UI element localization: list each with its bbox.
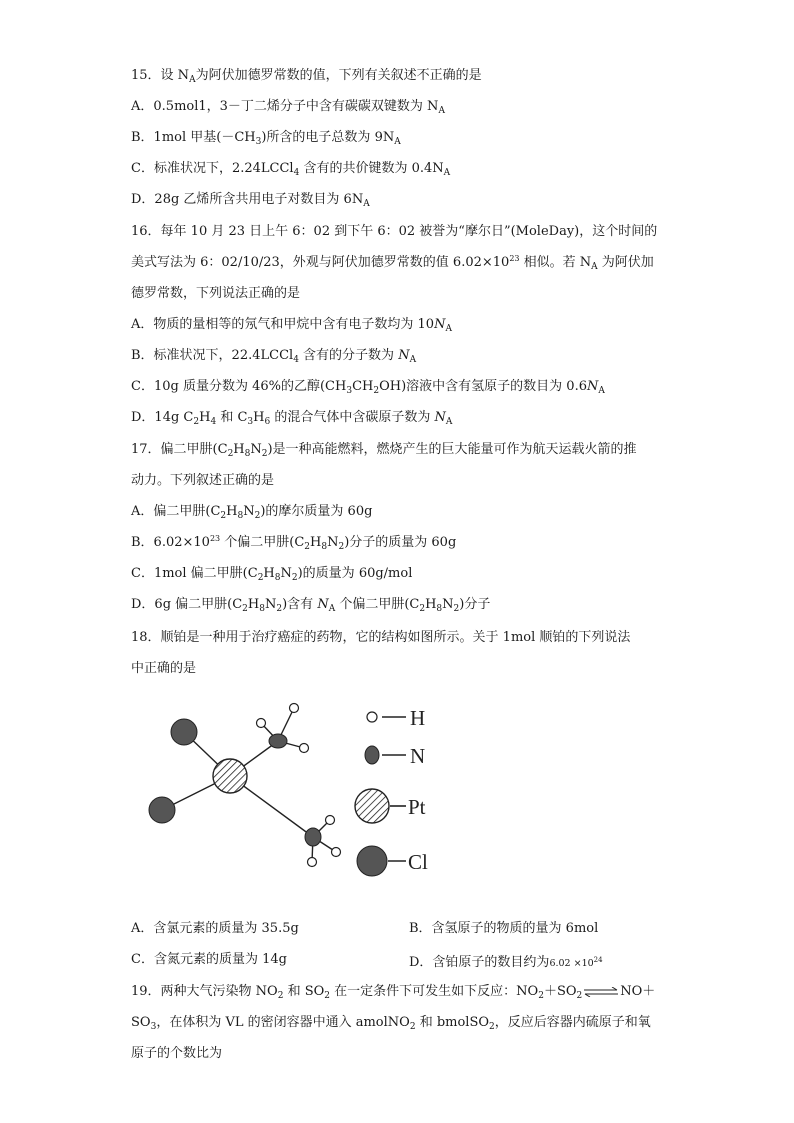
legend-hydrogen-symbol	[367, 712, 377, 722]
q15-option-a: A．0.5mol1，3－丁二烯分子中含有碳碳双键数为 $N_A$	[131, 99, 445, 116]
q19-stem-line3: 原子的个数比为	[131, 1046, 223, 1061]
hydrogen-atom	[257, 719, 266, 728]
legend	[355, 706, 428, 876]
q17-option-b: B．$6.02\times 10^{23}$ 个偏二甲肼$(C_2H_8N_2)$分子的质量为 60g	[131, 534, 457, 552]
q17-option-a: A．偏二甲肼$(C_2H_8N_2)$的摩尔质量为 60g	[131, 504, 373, 521]
legend-chlorine-label: Cl	[408, 850, 428, 874]
hydrogen-atom	[300, 744, 309, 753]
q17-option-c: C．1mol 偏二甲肼$(C_2H_8N_2)$的质量为 60g/mol	[131, 566, 413, 583]
legend-platinum-symbol	[355, 789, 389, 823]
legend-nitrogen-symbol	[365, 746, 379, 764]
nitrogen-atom	[269, 734, 287, 748]
q15-stem: 15．设 $N_A$为阿伏加德罗常数的值，下列有关叙述不正确的是	[131, 68, 482, 85]
q15-option-d: D．28g 乙烯所含共用电子对数目为 $6N_A$	[131, 192, 370, 209]
q16-option-b: B．标准状况下，22.4LCCl$_4$ 含有的分子数为 $N_A$	[131, 348, 417, 365]
hydrogen-atom	[308, 858, 317, 867]
q16-option-d: D．14g $C_2H_4$ 和 $C_3H_6$ 的混合气体中含碳原子数为 $N_A$	[131, 410, 453, 427]
chlorine-atom	[149, 797, 175, 823]
q16-option-c: C．10g 质量分数为 46%的乙醇$(CH_3CH_2OH)$溶液中含有氢原子的数目为 $0.6N_A$	[131, 379, 605, 396]
q16-stem-line2: 美式写法为 6：02/10/23，外观与阿伏加德罗常数的值 $6.02\times 10^{23}$ 相似。若 $N_A$ 为阿伏加	[131, 254, 654, 272]
hydrogen-atom	[326, 816, 335, 825]
q18-option-b: B．含氢原子的物质的量为 6mol	[409, 921, 599, 936]
legend-hydrogen-label: H	[410, 706, 426, 730]
platinum-atom	[213, 759, 247, 793]
q19-stem-line1: 19．两种大气污染物 $NO_2$ 和 $SO_2$ 在一定条件下可发生如下反应：$NO_2+SO_2$ NO＋	[131, 984, 656, 1001]
q17-option-d: D．6g 偏二甲肼$(C_2H_8N_2)$含有 $N_A$ 个偏二甲肼$(C_2H_8N_2)$分子	[131, 597, 491, 614]
legend-chlorine-symbol	[357, 846, 387, 876]
q17-stem-line2: 动力。下列叙述正确的是	[131, 473, 275, 488]
cisplatin-structure-diagram	[140, 695, 470, 895]
q16-stem-line3: 德罗常数，下列说法正确的是	[131, 286, 301, 301]
hydrogen-atom	[332, 848, 341, 857]
q16-option-a: A．物质的量相等的氖气和甲烷中含有电子数均为 $10N_A$	[131, 317, 452, 334]
nitrogen-atom	[305, 828, 321, 846]
q18-stem-line1: 18．顺铂是一种用于治疗癌症的药物，它的结构如图所示。关于 1mol 顺铂的下列说法	[131, 630, 631, 645]
chlorine-atom	[171, 719, 197, 745]
q15-option-b: B．1mol 甲基$(-CH_3)$所含的电子总数为 $9N_A$	[131, 130, 401, 147]
hydrogen-atom	[290, 704, 299, 713]
q18-stem-line2: 中正确的是	[131, 661, 197, 676]
legend-platinum-label: Pt	[408, 795, 426, 819]
q15-option-c: C．标准状况下，2.24LCCl$_4$ 含有的共价键数为 $0.4N_A$	[131, 161, 451, 178]
q16-stem-line1: 16．每年 10 月 23 日上午 6：02 到下午 6：02 被誉为“摩尔日”(MoleDay)，这个时间的	[131, 224, 658, 239]
q17-stem-line1: 17．偏二甲肼$(C_2H_8N_2)$是一种高能燃料，燃烧产生的巨大能量可作为航天运载火箭的推	[131, 442, 637, 459]
legend-nitrogen-label: N	[410, 744, 426, 768]
q18-option-d: D．含铂原子的数目约为$6.02 \times 10^{24}$	[409, 955, 603, 970]
q18-option-a: A．含氯元素的质量为 35.5g	[131, 921, 299, 936]
q18-option-c: C．含氮元素的质量为 14g	[131, 952, 287, 967]
q19-stem-line2: $SO_3$，在体积为 VL 的密闭容器中通入 amolNO$_2$ 和 bmolSO$_2$，反应后容器内硫原子和氧	[131, 1015, 651, 1032]
equilibrium-arrow-icon	[582, 987, 620, 997]
